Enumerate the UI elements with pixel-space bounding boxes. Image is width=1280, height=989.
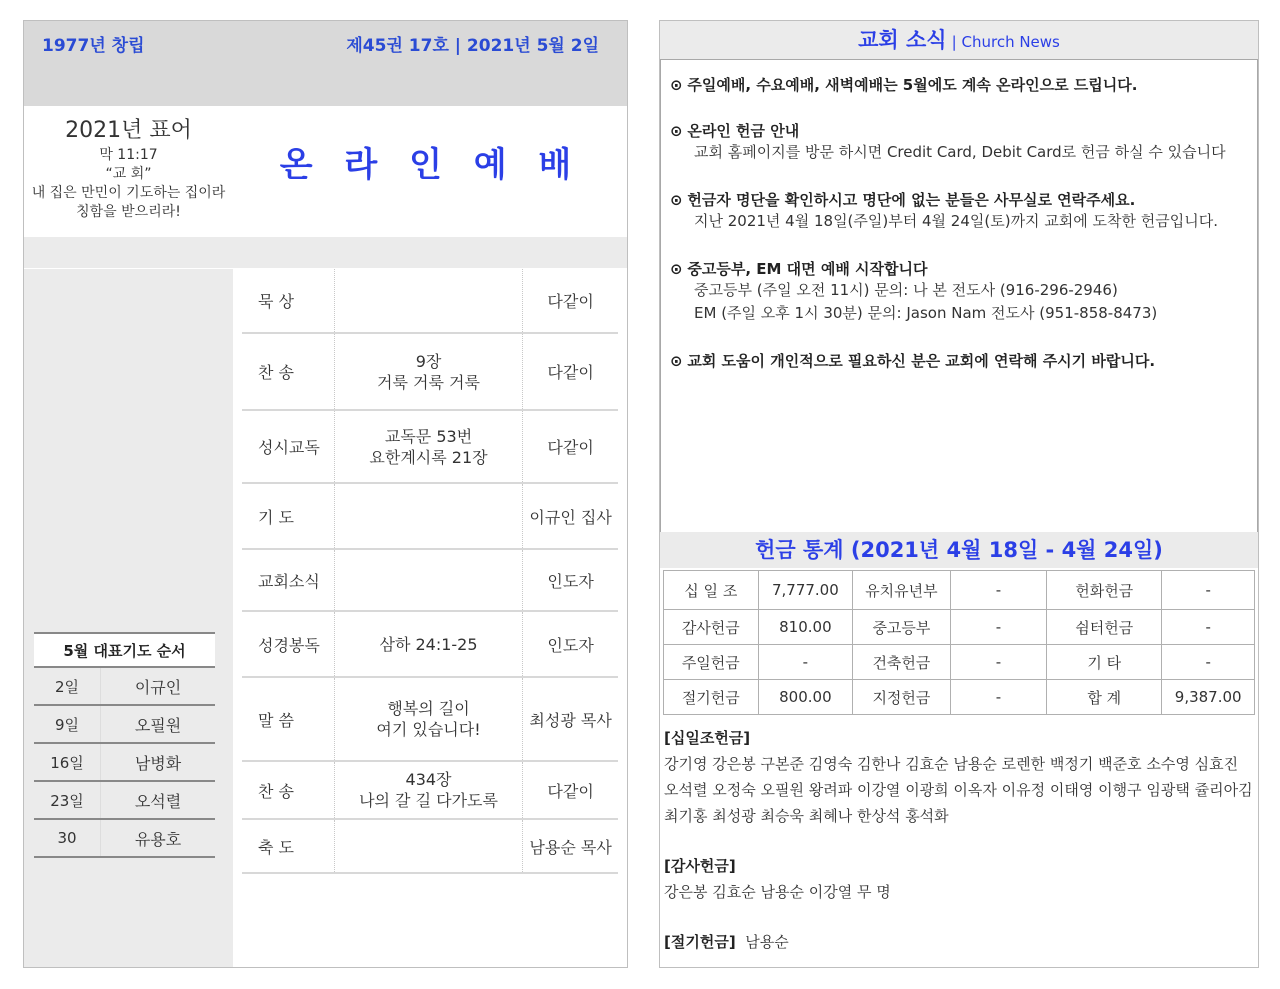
order-content-line: 행복의 길이 (387, 699, 470, 718)
thanks-names: 강은봉 김효순 남용순 이강열 무 명 (664, 883, 891, 901)
prayer-schedule-title: 5월 대표기도 순서 (34, 634, 215, 668)
order-leader: 다같이 (547, 438, 594, 457)
order-content-line: 여기 있습니다! (376, 720, 481, 739)
news-detail: 중고등부 (주일 오전 11시) 문의: 나 본 전도사 (916-296-2946) (694, 281, 1118, 299)
order-content (335, 269, 523, 332)
order-leader: 이규인 집사 (529, 507, 612, 527)
prayer-name: 남병화 (134, 753, 182, 773)
bullet-icon: ⊙ (670, 76, 683, 94)
news-detail: 교회 홈페이지를 방문 하시면 Credit Card, Debit Card로 헌금 하실 수 있습니다 (694, 143, 1226, 161)
stats-value: - (950, 571, 1046, 610)
stats-value: 810.00 (758, 610, 853, 645)
stats-value: - (950, 610, 1046, 645)
prayer-date: 2일 (34, 668, 101, 704)
news-subtitle: | Church News (951, 33, 1060, 51)
order-content-line: 교독문 53번 (384, 426, 473, 446)
news-headline: 교회 도움이 개인적으로 필요하신 분은 교회에 연락해 주시기 바랍니다. (687, 352, 1156, 370)
order-leader: 남용순 목사 (529, 837, 612, 857)
season-names: 남용순 (745, 933, 789, 951)
order-content (335, 484, 523, 548)
stats-label: 건축헌금 (853, 645, 951, 680)
motto-ref: 막 11:17 (99, 147, 158, 163)
order-content-line: 요한계시록 21장 (369, 447, 488, 467)
offering-stats-table (663, 570, 1255, 715)
news-item (670, 120, 1226, 164)
prayer-date: 9일 (34, 706, 101, 742)
order-item: 묵 상 (242, 269, 335, 332)
stats-value: - (950, 645, 1046, 680)
motto-line: 내 집은 만민이 기도하는 집이라 (31, 185, 226, 201)
order-content (335, 411, 523, 482)
stats-label: 십 일 조 (664, 571, 759, 610)
order-content (335, 612, 523, 676)
stats-row (664, 680, 1255, 715)
stats-value: - (758, 645, 853, 680)
prayer-name: 오필원 (134, 715, 182, 735)
offering-stats-header (660, 532, 1258, 568)
stats-value: 9,387.00 (1162, 680, 1255, 715)
stats-row (664, 645, 1255, 680)
order-of-worship (242, 269, 618, 874)
donor-list (664, 725, 1254, 955)
stats-value: - (1162, 645, 1255, 680)
bullet-icon: ⊙ (670, 352, 683, 370)
news-headline: 헌금자 명단을 확인하시고 명단에 없는 분들은 사무실로 연락주세요. (687, 191, 1136, 209)
prayer-row (34, 668, 215, 706)
bullet-icon: ⊙ (670, 122, 683, 140)
motto-line: 칭함을 받으리라! (76, 204, 181, 220)
order-leader: 인도자 (547, 635, 594, 655)
order-leader: 최성광 목사 (529, 710, 612, 730)
stats-label: 쉼터헌금 (1047, 610, 1162, 645)
news-item (670, 74, 1137, 95)
order-item: 성시교독 (242, 411, 335, 482)
stats-label: 지정헌금 (853, 680, 951, 715)
news-box (660, 59, 1258, 533)
order-item: 기 도 (242, 484, 335, 548)
stats-label: 중고등부 (853, 610, 951, 645)
founded-text: 1977년 창립 (42, 36, 145, 56)
stats-label: 헌화헌금 (1047, 571, 1162, 610)
side-panel (24, 269, 233, 967)
order-row (242, 550, 618, 612)
motto-theme: “교 회” (105, 166, 152, 182)
prayer-date: 16일 (34, 744, 101, 780)
order-row (242, 484, 618, 550)
news-headline: 주일예배, 수요예배, 새벽예배는 5월에도 계속 온라인으로 드립니다. (687, 76, 1138, 94)
news-item (670, 189, 1218, 233)
order-row (242, 612, 618, 678)
stats-label: 유치유년부 (853, 571, 951, 610)
prayer-row (34, 706, 215, 744)
order-item: 교회소식 (242, 550, 335, 610)
order-row (242, 820, 618, 874)
motto-box (24, 107, 233, 234)
title-box (234, 107, 627, 234)
order-row (242, 411, 618, 484)
order-item: 찬 송 (242, 334, 335, 409)
order-content-line: 삼하 24:1-25 (379, 634, 478, 654)
prayer-rows (34, 668, 215, 858)
motto-title: 2021년 표어 (65, 118, 192, 143)
prayer-name: 이규인 (134, 677, 182, 697)
prayer-name: 오석렬 (134, 791, 182, 811)
news-item (670, 258, 1157, 325)
news-headline: 온라인 헌금 안내 (687, 122, 800, 140)
news-headline: 중고등부, EM 대면 예배 시작합니다 (687, 260, 928, 278)
bullet-icon: ⊙ (670, 191, 683, 209)
stats-row (664, 571, 1255, 610)
tithe-heading: [십일조헌금] (664, 729, 751, 747)
prayer-row (34, 744, 215, 782)
stats-label: 절기헌금 (664, 680, 759, 715)
prayer-row (34, 782, 215, 820)
prayer-date: 30 (34, 820, 101, 856)
order-leader: 인도자 (547, 571, 594, 591)
prayer-row (34, 820, 215, 858)
news-detail: EM (주일 오후 1시 30분) 문의: Jason Nam 전도사 (951-858-8473) (694, 304, 1158, 322)
stats-label: 주일헌금 (664, 645, 759, 680)
order-content (335, 820, 523, 872)
order-leader: 다같이 (547, 292, 594, 311)
order-item: 말 씀 (242, 678, 335, 760)
order-content (335, 550, 523, 610)
prayer-schedule (34, 632, 215, 858)
news-item (670, 350, 1155, 371)
tithe-names: 강기영 강은봉 구본준 김영숙 김한나 김효순 남용순 로렌한 백정기 백준호 소수영 심효진 (664, 755, 1239, 773)
order-item: 축 도 (242, 820, 335, 872)
order-row (242, 334, 618, 411)
stats-value: 7,777.00 (758, 571, 853, 610)
stats-label: 기 타 (1047, 645, 1162, 680)
stats-value: - (1162, 610, 1255, 645)
season-heading: [절기헌금] (664, 933, 736, 951)
order-content (335, 678, 523, 760)
news-title: 교회 소식 (858, 28, 947, 52)
tithe-names: 최기홍 최성광 최승욱 최혜나 한상석 홍석화 (664, 807, 949, 825)
divider-strip (24, 237, 627, 268)
stats-value: 800.00 (758, 680, 853, 715)
order-leader: 다같이 (547, 781, 594, 801)
news-detail: 지난 2021년 4월 18일(주일)부터 4월 24일(토)까지 교회에 도착한 헌금입니다. (694, 212, 1219, 230)
bullet-icon: ⊙ (670, 260, 683, 278)
order-leader: 다같이 (547, 363, 594, 382)
order-content-line: 434장 (405, 770, 452, 789)
order-item: 성경봉독 (242, 612, 335, 676)
page-title: 온 라 인 예 배 (279, 145, 582, 185)
order-item: 찬 송 (242, 762, 335, 818)
order-row (242, 269, 618, 334)
issue-text: 제45권 17호 | 2021년 5월 2일 (346, 36, 599, 56)
stats-value: - (1162, 571, 1255, 610)
prayer-date: 23일 (34, 782, 101, 818)
thanks-heading: [감사헌금] (664, 857, 736, 875)
prayer-name: 유용호 (134, 829, 182, 849)
order-content (335, 762, 523, 818)
order-row (242, 762, 618, 820)
stats-label: 감사헌금 (664, 610, 759, 645)
tithe-names: 오석렬 오정숙 오필원 왕려파 이강열 이광희 이옥자 이유정 이태영 이행구 임광택 쥴리아김 (664, 781, 1253, 799)
bulletin-right-page (659, 20, 1259, 968)
stats-row (664, 610, 1255, 645)
stats-value: - (950, 680, 1046, 715)
order-content-line: 9장 (415, 351, 442, 371)
news-header (660, 21, 1258, 59)
offering-stats-title: 헌금 통계 (2021년 4월 18일 - 4월 24일) (755, 538, 1163, 562)
order-content-line: 거룩 거룩 거룩 (377, 372, 480, 392)
bulletin-left-page (23, 20, 628, 968)
stats-label: 합 계 (1047, 680, 1162, 715)
order-row (242, 678, 618, 762)
order-content (335, 334, 523, 409)
order-content-line: 나의 갈 길 다가도록 (359, 791, 498, 810)
